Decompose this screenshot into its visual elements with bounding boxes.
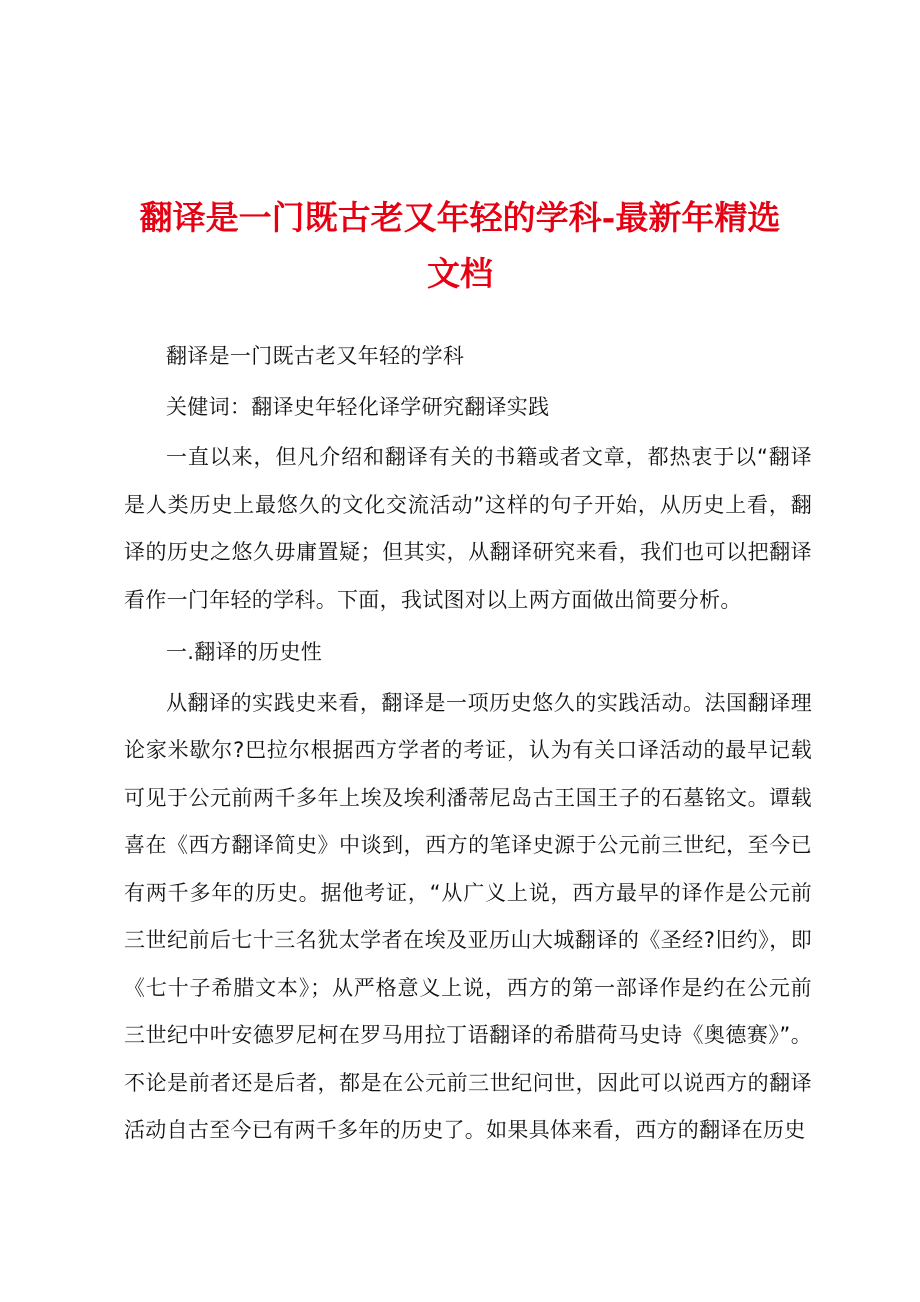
history-paragraph: 从翻译的实践史来看，翻译是一项历史悠久的实践活动。法国翻译理论家米歇尔?巴拉尔根据西方学者的考证，认为有关口译活动的最早记载可见于公元前两千多年上埃及埃利潘蒂尼岛古王国王子的石墓铭文。谭载喜在《西方翻译简史》中谈到，西方的笔译史源于公元前三世纪，至今已有两千多年的历史。据他考证，“从广义上说，西方最早的译作是公元前三世纪前后七十三名犹太学者在埃及亚历山大城翻译的《圣经?旧约》，即《七十子希腊文本》；从严格意义上说，西方的第一部译作是约在公元前三世纪中叶安德罗尼柯在罗马用拉丁语翻译的希腊荷马史诗《奥德赛》”。不论是前者还是后者，都是在公元前三世纪问世，因此可以说西方的翻译活动自古至今已有两千多年的历史了。如果具体来看，西方的翻译在历史 [124, 690, 812, 1142]
article-subtitle: 翻译是一门既古老又年轻的学科 [166, 344, 465, 368]
keywords-line: 关健词：翻译史年轻化译学研究翻译实践 [166, 394, 550, 419]
document-title [100, 190, 820, 302]
intro-paragraph: 一直以来，但凡介绍和翻译有关的书籍或者文章，都热衷于以“翻译是人类历史上最悠久的文化交流活动”这样的句子开始，从历史上看，翻译的历史之悠久毋庸置疑；但其实，从翻译研究来看，我们也可以把翻译看作一门年轻的学科。下面，我试图对以上两方面做出简要分析。 [124, 445, 812, 612]
section-heading: 一.翻译的历史性 [166, 640, 323, 664]
title-line-1: 翻译是一门既古老又年轻的学科-最新年精选 [139, 198, 781, 237]
title-line-2: 文档 [427, 254, 493, 293]
document-body [124, 333, 812, 1160]
